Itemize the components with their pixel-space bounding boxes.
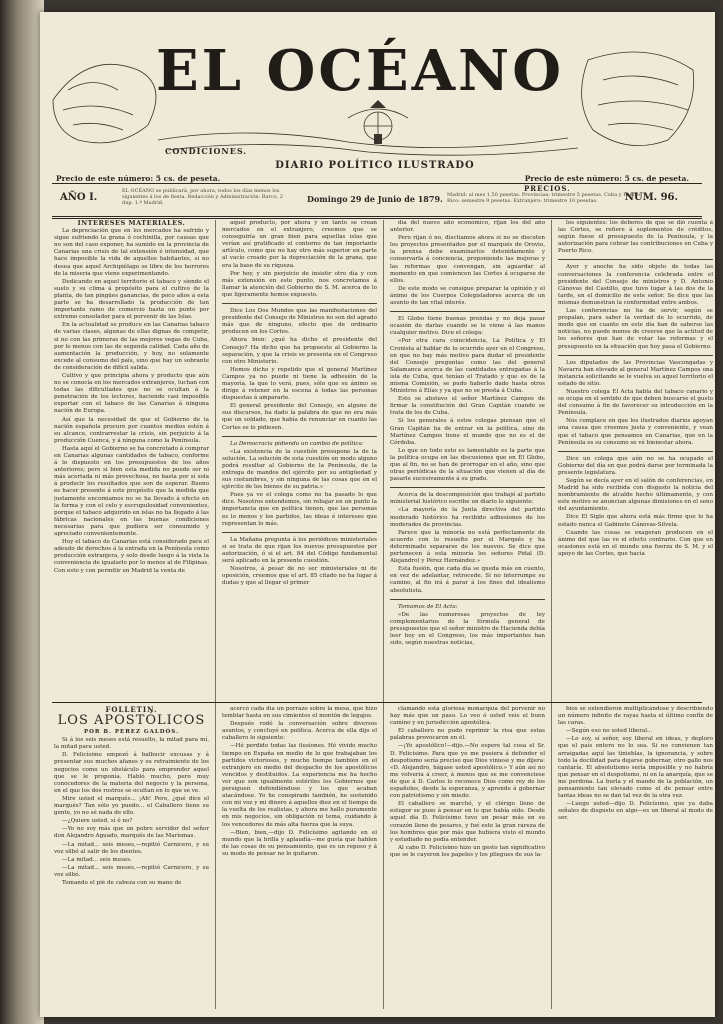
issue-info-row — [52, 186, 702, 214]
paragraph: Cultivo y que principia ahora y producto que aún no se conocía en los mercados extranjeros, luchan con todas las dificultades que no se ocultan á la penetración de los lectores, haciendo casi imposible exportar con el tabaco de las Canarias á ninguna nación de Europa. — [54, 372, 209, 415]
paragraph: —Hé perdido todas las ilusiones. Hé vivido mucho tiempo en España en medio de lo que trabajaban los partidos victoriosos, y mucho tiempo también en el extranjero en medio del despacho de los apostólicos vencidos y destituidos. La experiencia me ha hecho ver que son igualmente estériles los Gobiernos que persiguen defendiéndose y los que acaban atacándose. Yo he conspirado también, he sostenido con mi voz y mi dinero á aquellos diez en el tiempo de la vuelta de los realistas, y ahora me hallo puramente en mis negocios, sin obligación ni tema, cuidando á los vencedores de más alta fuerza que la suya. — [222, 743, 377, 828]
price-note-left: Precio de este número: 5 cs. de peseta. — [56, 174, 221, 183]
paragraph: Pero rijan ó no, disctiamos ahora si no se discuten los proyectos presentados por el marqués de Orovio, la prensa debe examinarlos detenidamente y conservarla á conciencia, proponiendo las mejoras y las reformas que convengan, sin aguardar al momento en que comiencen las Cortes á ocuparse de ellos. — [390, 235, 545, 284]
paragraph: Esta fusión, que cada día se queda más en cuento, en vez de adelantar, retrocede. Si no interrumpe su camino, al fin irá á parar á los fines del idealismo absolutista. — [390, 566, 545, 594]
paragraph: Nosotros, á pesar de no ser ministeriales ni de oposición, creemos que el art. 85 citado no ha lugar á dudas y que al llegar el primer — [222, 566, 377, 587]
edition-info: EL OCÉANO se publicará, por ahora, todos los días menos los siguientes á los de fiesta. Redacción y Administración: Barco, 2 dup. 1.º Madrid. — [122, 188, 283, 206]
paragraph: Dice un colega que aún no se ha ocupado el Gobierno del día en que podrá darse por terminada la presente legislatura. — [558, 455, 713, 476]
header-bottom-rule — [52, 216, 702, 217]
paragraph: —Bien, bien,—dijo D. Felicísimo agitando en el mundo que la brilla y aplaudía—me gusta que hablen de las cosas de su pensamiento, que es un reposo y á su modo de pensar no lo quitaron. — [222, 829, 377, 857]
paragraph: Si los generales á estos colegas piensan que el Gran Capitán ha de entrar en la política, sino de Martínez Campos tiene el mundo que no es el de Córdoba. — [390, 418, 545, 446]
section-heading: INTERESES MATERIALES. — [77, 220, 186, 227]
paragraph: El Globo tiene buenas prendas y no deja pasar ocasión de darlas cuando se le viene á las manos cualquier motivo. Dice el colega: — [390, 316, 545, 337]
folletin-label: FOLLETIN. — [105, 706, 158, 714]
conditions-title: CONDICIONES. — [165, 146, 248, 156]
prices-text: Madrid: al mes 1,50 pesetas. Provincias: trimestre 5 pesetas. Cuba y Puerto Rico: semestre 9 pesetas. Extranjero: trimestre 10 pesetas. — [447, 192, 641, 204]
divider — [390, 487, 545, 488]
paragraph: Después rodó la conversación sobre diversos asuntos, y concluyó en política. Acerca de ella dijo el caballero lo siguiente: — [222, 721, 377, 742]
paragraph: Las conferencias no ha de servir, según se propalan, para saber la verdad de lo ocurrido, de modo que en cuanto en este día han de saberse las noticias, no puede menos de creerse que la actitud de los señores que han de votar las reformas y el presupuesto en la situación que hoy pasa el Gobierno. — [558, 308, 713, 350]
newspaper-page — [40, 12, 715, 1017]
column-1-folletin — [54, 706, 209, 1009]
paragraph: acercó cada día un porrazo sobre la mesa, que hizo temblar hasta en sus cimientos el montón de legajos. — [222, 706, 377, 720]
paragraph: Hoy el tabaco de Canarias está considerado para el adeudo de derechos á la entrada en la Península como producción extranjera, y solo desde luego á la vista la conveniencia de igualarlo por lo menos al de Filipinas. Con esto y con permitir en Madrid la venta de — [54, 539, 209, 574]
paragraph: Tomando el pié de cabeza con su mano de — [62, 879, 182, 886]
paragraph: Nos complace en que los ilustrados diarios apoyan una causa que creemos justa y conveniente, y vean que el tabaco que pensamos en Canarias, que en la Península es su consumo se vé bienestar ahora. — [558, 418, 713, 446]
paragraph: Cuando las cosas se exageran producen en el ánimo del que las ve el efecto contrario. Con que en ocasiones está en el mundo una fuerza de S. M. y el apoyo de las Cortes, que hacía — [558, 529, 713, 557]
paragraph: «De las numerosas proyectos de ley complementarios de la fórmula general de presupuestos que el señor ministro de Hacienda debía leer hoy en el Congreso, los más importantes han sido, según nuestras noticias, — [390, 611, 545, 647]
paragraph: El general presidente del Consejo, en alguno de sus discursos, ha dado la palabra de que no era más que un soldado, que había de renunciar en cuanto las Cortes se lo pidiesen. — [222, 403, 377, 431]
paragraph: Ahora bien: ¿qué ha dicho el presidente del Consejo? Ha dicho que ha propuesto al Gobierno la separación, y que la crisis se presenta en el Congreso con otro Ministerio. — [222, 337, 377, 365]
paragraph: Lo que en todo esto es lamentable es la parte que la política ocupa en las discusiones que en El Globo, que al fin, no se han de prorrogar en el año, sino que otras periódicas de la situación que vienen al día de pasarle sucesivamente á su grado. — [390, 447, 545, 483]
paragraph: —La mitad... seis meses,—repitió Carnicero, y su voz silbó. — [54, 864, 209, 878]
paragraph: Según se decía ayer en el salón de conferencias, en Madrid ha sido recibida con disgusto la noticia del nombramiento de alcalde hecho últimamente, y con este motivo se anuncian algunas dimisiones en el seno del ayuntamiento. — [558, 478, 713, 513]
divider — [222, 303, 377, 304]
paragraph: Pues ya ve el colega como no ha pasado lo que dice. Nosotros entendemos, sin rebajar en un punto la importancia que en política tienen, que las personas es lo menos y los partidos, las ideas é intereses que representan lo más. — [222, 492, 377, 527]
paragraph: De este modo se consigue preparar la opinión y el ánimo de los Cuerpos Colegisladores acerca de un asunto de tan vital interés. — [390, 285, 545, 307]
paragraph: Acerca de la descomposición que trabajó al partido ministerial histórico escribe un diario lo siguiente: — [390, 492, 545, 506]
divider — [390, 311, 545, 312]
newspaper-title: EL OCÉANO — [155, 38, 564, 104]
year-label: AÑO I. — [60, 192, 98, 203]
paragraph: clamando esta gloriosa monarquía del porvenir no hay más que un paso. Lo veo ó usted veis el buen camino y en jurisdicción apostólica. — [390, 706, 545, 727]
paragraph: El caballero se marchó, y el clérigo lleno de estupor se puso á pensar en lo que había oído. Desde aquel día D. Felicísimo tuvo un pesar más en su corazón lleno de pesares, y fué este la gran rareza de los hombres que por más que hubiera visto el mundo y estudiado no podía entender. — [390, 801, 545, 843]
paragraph: Por hoy, y sin perjuicio de insistir otro día y con más extensión en este punto, nos concretamos á llamar la atención del Gobierno de S. M. acerca de lo que ligeramente hemos expuesto. — [222, 270, 377, 298]
price-note-right: Precio de este número: 5 cs. de peseta. — [524, 174, 689, 183]
issue-date: Domingo 29 de Junio de 1879. — [307, 194, 443, 204]
folletin-rule — [52, 702, 702, 703]
masthead — [40, 12, 715, 172]
paragraph: «La mayoría de la Junta directiva del partido moderado histórico ha recibido adhesiones de los moderados de provincias. — [390, 507, 545, 528]
folletin-author: POR B. PEREZ GALDÓS. — [84, 729, 179, 736]
paragraph: —Según eso no usted liberal... — [566, 728, 653, 735]
newspaper-subtitle: DIARIO POLÍTICO ILUSTRADO — [275, 160, 475, 171]
divider — [558, 451, 713, 452]
column-3 — [390, 220, 545, 697]
paragraph: Dice El Siglo que ahora está más firme que lo ha estado nunca el Gabinete Cánovas-Silvela. — [558, 514, 713, 528]
folletin-title: LOS APOSTÓLICOS — [57, 713, 206, 729]
paragraph: Esto se abstuvo el señor Martínez Campos de firmar la constitución del Gran Capitán cuando se trata de los de Cuba. — [390, 396, 545, 417]
header-bottom-rule-double — [52, 218, 702, 219]
divider — [558, 355, 713, 356]
paragraph: —Yo no soy más que un pobre servidor del señor don Alejandro Aguado, marqués de las Marismas. — [54, 826, 209, 840]
paragraph: D. Felicísimo empezó á balbucir excusas y á presentar sus muchos afanes y su retraimiento de los negocios como un obstáculo para emprender aquel que se le proponía. Habló mucho, pero muy conocedores de la materia del negocio y la persona, en el que los dos rostros se ocultan en lo que se ve. — [54, 752, 209, 794]
paragraph: —Luego usted—dijo D. Felicísimo, que ya daba señales de disgusto en algo—es un liberal al modo de ser. — [558, 801, 713, 822]
paragraph: Dedicando en aquel territorio el tabaco y siendo el suelo y su clima á propósito para el cultivo de la planta, de tan pingües ganancias, de poco años á esta parte se ha desarrollado la producción de tan importante ramo de comercio hasta un punto por extremo consolador para el porvenir de las Islas. — [54, 278, 209, 321]
paragraph: La depreciación que en los mercados ha sufrido y sigue sufriendo la grana ó cochinilla, por causas que no son del caso exponer, ha sumido en la provincia de Canarias una crisis de tal extensión é intensidad, que hace imposible la vida de aquellos habitantes, si no desea que aquel Archipiélago se libre de los horrores de la miseria que viene experimentando. — [54, 228, 209, 277]
paragraph: —¿Quiere usted, sí ó no? — [62, 818, 133, 825]
paragraph: aquel producto, por ahora y en tanto se crean mercados en el extranjero, creemos que se conseguiría un gran bien para aquellas islas que verían así gratificado el contorno de tan importante artículo, como que no hay otro más superior en parte al vacío creado por la depreciación de la grana, que era la base de su riqueza. — [222, 220, 377, 269]
column-4 — [558, 220, 713, 697]
paragraph: El caballero no pudo reprimir la risa que estas palabras provocaron en él. — [390, 728, 545, 742]
paragraph: Al cabo D. Felicísimo hizo un gesto tan significativo que se le cayeron los papeles y los pliegues de sus la- — [390, 844, 545, 858]
divider — [558, 259, 713, 260]
paragraph: —¡Yo apostólico!—dijo.—No espere tal cosa el Sr. D. Felicísimo. Para que yo me pusiera á defender el despotismo sería preciso que Dios viniese y me dijera: «D. Alejandro, hágase usted apostólico.» Y aún así no me volveria á creer, á menos que se me convenciese de que á D. Carlos lo reconoce Dios como rey de los españoles, desde la esperanza, y aprende á gobernar con patriotismo y sin miedo. — [390, 743, 545, 800]
divider — [222, 436, 377, 437]
paragraph: —La mitad... seis meses. — [62, 856, 132, 863]
paragraph: Los diputados de las Provincias Vascongadas y Navarra han elevado al general Martínez Campos una instancia solicitando se le vuelva su aquel territorio el estado de sitio. — [558, 359, 713, 387]
paragraph: Hemos dicho y repetido que el general Martínez Campos ya no puede ni tiene la adhesión de la mayoría, la que lo verá, pues, sólo que su ánimo se dirige á retener en la escena á todas las personas dispuestas á ampararle. — [222, 366, 377, 402]
paragraph: Así que la necesidad de que el Gobierno de la nación española procure por cuantos medios estén á su alcance, contrarrestar la crisis, sin perjuicio á la producción Cuenca, y á ninguna como la Península. — [54, 416, 209, 444]
column-3-folletin — [390, 706, 545, 1009]
divider — [222, 532, 377, 533]
column-2 — [222, 220, 377, 697]
paragraph: «La existencia de la cuestión presupone la de la solución. La solución de esta cuestión en modo alguno podrá resultar al Gobierno de la Península, de la entrega de mandos del ejército por su antigüedad y sus costumbres, y sin ninguna de las cosas que en el ejército de los bienes de su patria.» — [222, 448, 377, 491]
column-2-folletin — [222, 706, 377, 1009]
paragraph: Dice Los Dos Mundos que las manifestaciones del presidente del Consejo de Ministros no son del agrado más que de ninguno, efecto que de ordinario producen en los Cortes. — [222, 308, 377, 336]
column-separator — [551, 220, 552, 1009]
scan-page-edge — [0, 0, 44, 1024]
top-rule — [52, 183, 702, 184]
issue-number: NUM. 96. — [624, 192, 678, 203]
paragraph: Si á los seis meses está resuelto, la mitad para mí, la mitad para usted. — [54, 737, 209, 751]
divider — [390, 599, 545, 600]
paragraph: Tomamos de El Acta: — [398, 603, 458, 610]
column-separator — [215, 220, 216, 1009]
paragraph: La Mañana pregunta á los periódicos ministeriales si se trata de que rijan los nuevos presupuestos por autorización, ó si el art. 84 del Código fundamental será aplicado en la presente cuestión. — [222, 536, 377, 565]
prices-title: PRECIOS. — [524, 184, 571, 193]
paragraph: —La mitad... seis meses,—repitió Carnicero, y su voz silbó al salir de los dientes. — [54, 841, 209, 855]
paragraph: —Lo soy, sí señor, soy liberal en ideas, y deploro que el país entero no lo sea. Si no convienen tan arraigadas aquí las tinieblas, la ignorancia, y sobre todo la docilidad para dejarse gobernar, otro gallo nos cantaría. El absolutismo sería imposible y no habría que pensar en el despotismo, ni en la anarquía, que se me perdona. La burla y el mando de la población, un pensamiento tan elevado como el de pensar entre tantas ideas no se dan tal vez de la otra vez. — [558, 736, 713, 800]
paragraph: Ayer y anoche ha sido objeto de todas las conversaciones la conferencia celebrada entre el presidente del Consejo de ministros y D. Antonio Cánovas del Castillo, que tuvo lugar á las dos de la tarde, en el domicilio de este señor. Se dice que las mismas demuestran la conformidad entre ambos. — [558, 264, 713, 306]
paragraph: La Democracia pidiendo un cambio de política: — [230, 440, 364, 447]
paragraph: Mire usted el marqués... ¡Ah! Pero, ¿qué dice el marqués? Tan sólo yo puedo... el Caballero tiene su gente, yo no sé nada de ello. — [54, 795, 209, 817]
paragraph: «Por otra cara coincidencia, La Política y El Cronista al hablar de lo ocurrido ayer en el Congreso, en que no hay más motivo para dudar el presidente del Consejo preguntas como las del general Salamanca acerca de las cantidades entregadas á la isla de Cuba, que tenían el Tratado y que es de la misma Comisión, se pudo haberlo dado hasta otros Ministros á Elías y ya que no se presta á Cuba. — [390, 338, 545, 395]
paragraph: Nuestro colega El Acta habla del tabaco canario y se ocupa en el sentido de que deben buscarse el gusto del consumo á fin de favorecer su introducción en la Península. — [558, 388, 713, 417]
column-separator — [383, 220, 384, 1009]
paragraph: los siguientes: los deberes de que se dió cuenta á las Cortes, se refiere á suplementos de créditos, según fuese el presupuesto de la Península, y la autorización para cobrar las contribuciones en Cuba y Puerto Rico. — [558, 220, 713, 255]
paragraph: Hasta aquí el Gobierno se ha concretado á comprar en Canarias algunas cantidades de tabaco, conforme á lo dispuesto en los presupuestos de los años anteriores; pero si bien esta medida no puede ser ni más acertada ni más provechosa, no basta por sí sola á producir los resultados que son de esperar. Bueno es hacer presente á este propósito que la medida que justamente encomiamos no se ha llevado á efecto en la forma y con el celo y escrupulosidad convenientes, porque el tabaco adquirido en islas no ha llegado á las fábricas nacionales en las buenas condiciones necesarias para que pudiera ser consumido y apreciado convenientemente. — [54, 445, 209, 538]
paragraph: bios se extendieron multiplicándose y describiendo un número infinito de rayas hasta el último confín de las caras. — [558, 706, 713, 727]
paragraph: Parece que la minoría no está perfectamente de acuerdo con lo resuelto por el Marqués y ha determinado separarse de los nuevos. Se dice que pertenecen á esta minoría los señores Pidal (D. Alejandro) y Pérez Hernández.» — [390, 529, 545, 565]
paragraph: En la actualidad se produce en las Canarias tabaco de varias clases, algunas de ellas dignas de competir, si no con las primeras de las mejores vegas de Cuba, por lo menos con las de segunda calidad. Cada año de aumentación la producción, y hoy, no solamente excede al consumo del país, sino que hay un sobrante de consideración de difícil salida. — [54, 322, 209, 371]
paragraph: día del nuevo año económico, rijan los del año anterior. — [390, 220, 545, 234]
column-4-folletin — [558, 706, 713, 1009]
